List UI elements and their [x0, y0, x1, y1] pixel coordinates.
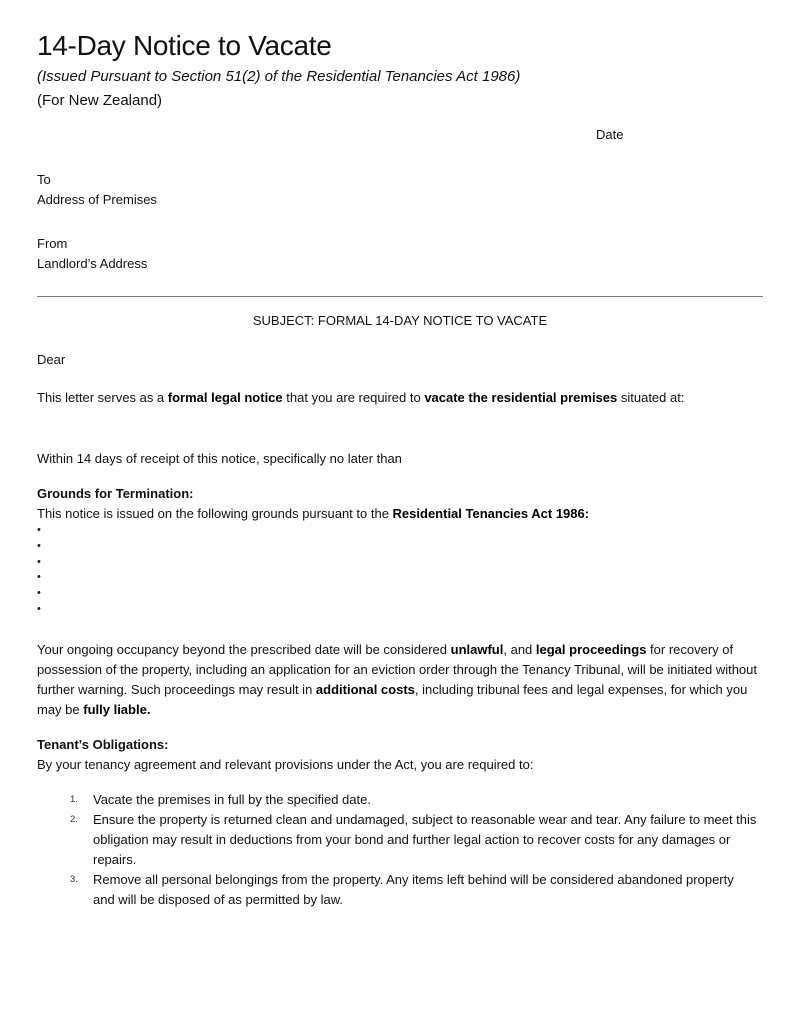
obligation-item [37, 810, 758, 870]
body-text: , and [503, 642, 536, 657]
subject-line: SUBJECT: FORMAL 14-DAY NOTICE TO VACATE [252, 313, 548, 328]
document-subtitle: (Issued Pursuant to Section 51(2) of the Residential Tenancies Act 1986) [37, 68, 521, 85]
obligation-number: 2. [70, 814, 78, 825]
section-divider [37, 296, 763, 297]
premises-address-label: Address of Premises [37, 192, 157, 207]
emphasis-text: additional costs [315, 682, 415, 697]
grounds-list-item [37, 555, 337, 571]
grounds-heading: Grounds for Termination: [37, 486, 194, 501]
emphasis-text: fully liable. [83, 702, 151, 717]
document-title: 14-Day Notice to Vacate [37, 30, 332, 61]
deadline-paragraph: Within 14 days of receipt of this notice, specifically no later than [37, 451, 402, 466]
date-label: Date [596, 127, 624, 142]
grounds-list-item [37, 523, 337, 539]
obligation-item [37, 790, 758, 810]
emphasis-text: legal proceedings [535, 642, 647, 657]
emphasis-text: unlawful [450, 642, 504, 657]
obligation-number: 1. [70, 794, 78, 805]
body-text: This letter serves as a [37, 390, 168, 405]
grounds-list-item [37, 602, 337, 618]
body-text: Your ongoing occupancy beyond the prescribed date will be considered [37, 642, 451, 657]
body-text: for recovery of possession of the property, including an application for an eviction order through the Tenancy Tribunal, will be initiated without further warning. Such proceedings may result in [37, 642, 758, 697]
obligation-text: Vacate the premises in full by the specified date. [93, 792, 371, 807]
obligations-heading: Tenant’s Obligations: [37, 737, 169, 752]
document-region: (For New Zealand) [37, 92, 163, 109]
emphasis-text: Residential Tenancies Act 1986: [392, 506, 590, 521]
grounds-list-item [37, 586, 337, 602]
body-text: , including tribunal fees and legal expenses, for which you may be [37, 682, 748, 717]
salutation: Dear [37, 352, 66, 367]
obligation-number: 3. [70, 874, 78, 885]
grounds-intro [37, 504, 763, 524]
obligation-text: Remove all personal belongings from the property. Any items left behind will be considered abandoned property and will be disposed of as permitted by law. [93, 872, 734, 907]
sender-block [37, 234, 147, 274]
recipient-block [37, 170, 157, 210]
obligations-intro: By your tenancy agreement and relevant provisions under the Act, you are required to: [37, 757, 534, 772]
emphasis-text: formal legal notice [167, 390, 283, 405]
body-text: that you are required to [282, 390, 425, 405]
obligation-text: Ensure the property is returned clean and undamaged, subject to reasonable wear and tear. Any failure to meet this obligation may result in deductions from your bond and further legal action to recover costs for any damages or repairs. [93, 812, 757, 867]
body-text: situated at: [617, 390, 685, 405]
warning-paragraph [37, 640, 763, 720]
grounds-list-item [37, 539, 337, 555]
intro-paragraph [37, 388, 763, 408]
to-label: To [37, 172, 51, 187]
obligation-item [37, 870, 758, 910]
body-text: This notice is issued on the following grounds pursuant to the [37, 506, 393, 521]
emphasis-text: vacate the residential premises [424, 390, 618, 405]
obligations-list [37, 790, 763, 910]
landlord-address-label: Landlord’s Address [37, 256, 148, 271]
grounds-list-item [37, 570, 337, 586]
grounds-list [37, 523, 337, 618]
from-label: From [37, 236, 68, 251]
